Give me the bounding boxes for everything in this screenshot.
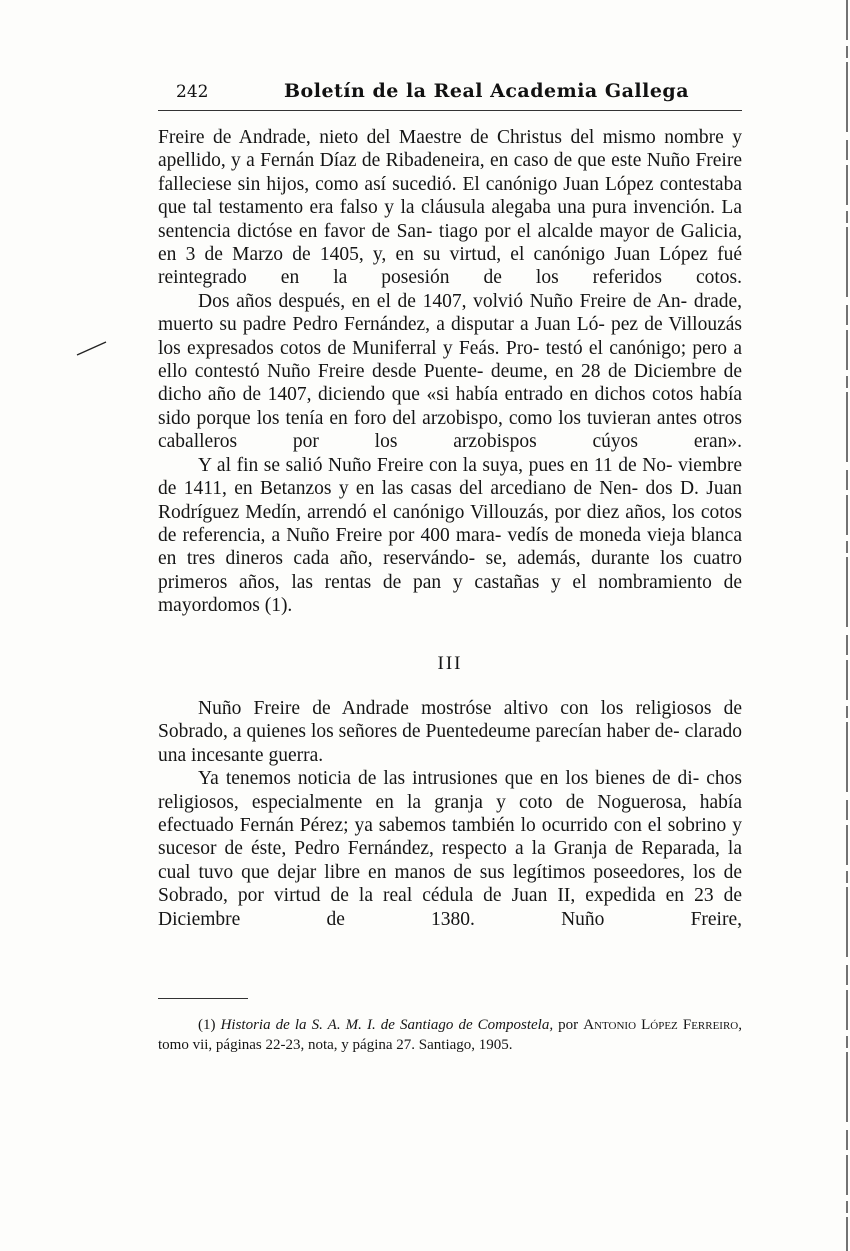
paragraph: Dos años después, en el de 1407, volvió Nuño Freire de An- drade, muerto su padre Pedro Fernández, a disputar a Juan Ló- pez de Villouzás los expresados cotos de Muniferral y Feás. Pro- testó el canónigo; pero a ello contestó Nuño Freire desde Puente- deume, en 28 de Diciembre de dicho año de 1407, diciendo que «si había entrado en dichos cotos había sido porque los tenía en foro del arzobispo, como los tuvieran antes otros caballeros por los arzobispos cúyos eran».: [158, 290, 743, 453]
footnote-details: tomo vii, páginas 22-23, nota, y página 27. Santiago, 1905.: [158, 1036, 513, 1053]
running-title: Boletín de la Real Academia Gallega: [284, 80, 690, 102]
paragraph: Y al fin se salió Nuño Freire con la suya, pues en 11 de No- viembre de 1411, en Betanzos y en las casas del arcediano de Nen- dos D. Juan Rodríguez Medín, arrendó el canónigo Villouzás, por diez años, los cotos de referencia, a Nuño Freire por 400 mara- vedís de moneda vieja blanca en tres dineros cada año, reservándo- se, además, durante los cuatro primeros años, las rentas de pan y castañas y el nombramiento de mayordomos (1).: [158, 454, 743, 617]
paragraph: Freire de Andrade, nieto del Maestre de Christus del mismo nombre y apellido, y a Fernán Díaz de Ribadeneira, en caso de que este Nuño Freire falleciese sin hijos, como así sucedió. El canónigo Juan López contestaba que tal testamento era falso y la cláusula alegaba una pura invención. La sentencia dictóse en favor de San- tiago por el alcalde mayor de Galicia, en 3 de Marzo de 1405, y, en su virtud, el canónigo Juan López fué reintegrado en la posesión de los referidos cotos.: [158, 127, 743, 289]
footnote: [158, 1016, 742, 1055]
paragraph: Ya tenemos noticia de las intrusiones que en los bienes de di- chos religiosos, especialmente en la granja y coto de Noguerosa, había efectuado Fernán Pérez; ya sabemos también lo ocurrido con el sobrino y sucesor de éste, Pedro Fernández, respecto a la Granja de Reparada, la cual tuvo que dejar libre en manos de sus legítimos poseedores, los de Sobrado, por virtud de la real cédula de Juan II, expedida en 23 de Diciembre de 1380. Nuño Freire,: [158, 768, 743, 930]
page-header: [158, 78, 742, 111]
footnote-separator: [158, 998, 248, 999]
footnote-author: Antonio López Ferreiro,: [583, 1017, 742, 1033]
section-heading: III: [437, 652, 463, 674]
scan-edge-icon: [842, 0, 850, 1251]
footnote-by: por: [558, 1017, 579, 1033]
body-text: [158, 126, 742, 931]
page-number: 242: [176, 82, 209, 102]
footnote-number: (1): [198, 1017, 216, 1033]
paragraph: Nuño Freire de Andrade mostróse altivo con los religiosos de Sobrado, a quienes los señores de Puentedeume parecían haber de- clarado una incesante guerra.: [158, 697, 742, 766]
footnote-work-title: Historia de la S. A. M. I. de Santiago de Compostela,: [220, 1017, 554, 1033]
pencil-mark-icon: [76, 340, 108, 356]
